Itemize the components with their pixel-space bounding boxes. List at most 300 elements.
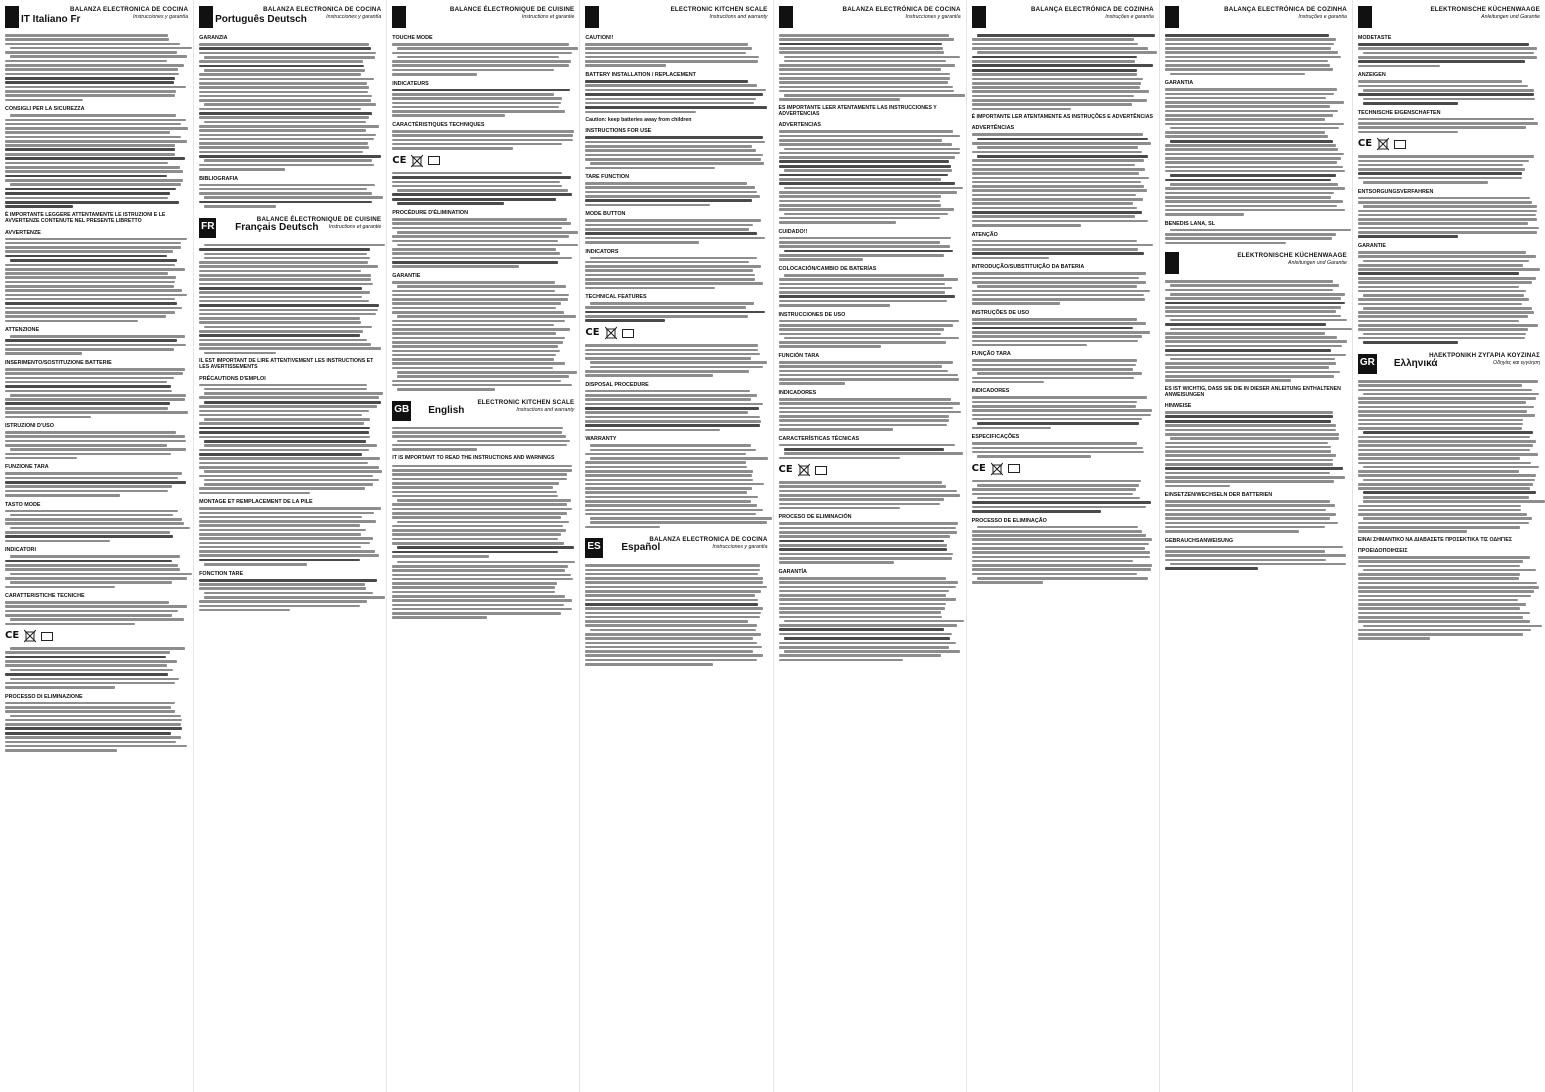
text-line: [5, 43, 180, 46]
text-line: [1358, 324, 1538, 327]
text-line: [585, 141, 765, 144]
column-title: BALANÇA ELECTRÓNICA DE COZINHA: [1030, 6, 1154, 13]
text-line: [779, 535, 951, 538]
text-line: [1358, 337, 1525, 340]
text-line: [392, 172, 562, 175]
text-line: [1363, 491, 1537, 494]
text-line: [585, 136, 763, 139]
language-tab-marker: [779, 6, 793, 28]
text-line: [585, 398, 751, 401]
text-line: [5, 307, 182, 310]
text-line: [779, 64, 956, 67]
text-line: [585, 526, 660, 529]
text-line: [199, 343, 371, 346]
text-line: [972, 581, 1044, 584]
text-line: [585, 311, 764, 314]
text-line: [1358, 255, 1536, 258]
text-line: [5, 170, 183, 173]
text-line: [779, 241, 940, 244]
text-line: [585, 319, 665, 322]
text-line: [585, 577, 763, 580]
text-line: [5, 51, 177, 54]
section-heading: INSTRUCTIONS FOR USE: [585, 128, 652, 135]
text-line: [972, 224, 1081, 227]
text-line: [392, 612, 561, 615]
text-line: [1165, 476, 1346, 479]
text-line: [199, 155, 381, 158]
text-line: [972, 198, 1144, 201]
text-line: [779, 457, 901, 460]
text-line: [199, 453, 362, 456]
language-tab-marker: [585, 6, 599, 28]
text-line: [784, 213, 949, 216]
text-line: [1165, 442, 1328, 445]
text-line: [1358, 268, 1540, 271]
text-line: [1358, 612, 1531, 615]
text-line: [392, 290, 555, 293]
text-line: [779, 633, 952, 636]
text-line: [1165, 148, 1339, 151]
text-line: [779, 382, 846, 385]
text-line: [199, 184, 375, 187]
text-line: [5, 192, 170, 195]
text-line: [5, 494, 120, 497]
text-line: [5, 157, 185, 160]
text-paragraph: [585, 219, 767, 243]
text-line: [585, 590, 760, 593]
text-line: [5, 723, 181, 726]
text-line: [972, 340, 1138, 343]
text-line: [199, 449, 369, 452]
text-line: [585, 182, 746, 185]
text-line: [199, 278, 371, 281]
text-paragraph: [392, 89, 574, 117]
text-line: [585, 353, 759, 356]
text-line: [1165, 513, 1336, 516]
language-tab-marker: [972, 6, 986, 28]
text-line: [1165, 135, 1328, 138]
text-line: [392, 218, 567, 221]
text-line: [972, 551, 1150, 554]
text-line: [977, 34, 1155, 37]
text-line: [585, 241, 699, 244]
text-line: [397, 521, 569, 524]
text-line: [1358, 235, 1458, 238]
text-line: [779, 68, 941, 71]
section-heading: INDICADORES: [778, 389, 817, 396]
text-line: [1165, 110, 1338, 113]
text-line: [1358, 56, 1537, 59]
section-heading: INDICADORES: [971, 388, 1010, 395]
warning-text: È IMPORTANTE LEGGERE ATTENTAMENTE LE ISTRUZIONI E LE AVVERTENZE CONTENUTE NEL PRESENTE LIBRETTO: [5, 212, 166, 225]
text-line: [585, 106, 767, 109]
text-line: [5, 255, 167, 258]
text-line: [585, 195, 759, 198]
language-tab-marker: [392, 6, 406, 28]
text-line: [199, 47, 371, 50]
text-line: [392, 555, 489, 558]
text-line: [204, 196, 383, 199]
language-section-header: [392, 397, 574, 423]
text-line: [397, 244, 578, 247]
text-line: [392, 354, 555, 357]
text-paragraph: [585, 564, 767, 665]
section-heading: ANZEIGEN: [1357, 72, 1386, 79]
text-paragraph: [972, 396, 1154, 429]
section-heading: TECHNICAL FEATURES: [585, 294, 647, 301]
text-line: [397, 56, 558, 59]
text-line: [199, 475, 372, 478]
text-paragraph: [972, 272, 1154, 305]
section-title: BALANZA ELECTRONICA DE COCINA: [649, 536, 768, 544]
text-paragraph: [585, 344, 767, 377]
text-line: [1358, 210, 1537, 213]
text-line: [199, 291, 370, 294]
text-line: [585, 287, 715, 290]
text-line: [1165, 153, 1344, 156]
text-line: [199, 300, 369, 303]
text-line: [585, 599, 758, 602]
text-line: [590, 361, 766, 364]
text-paragraph: [779, 444, 961, 460]
text-line: [1165, 345, 1342, 348]
text-line: [585, 646, 761, 649]
text-line: [1165, 546, 1343, 549]
text-line: [392, 176, 570, 179]
text-line: [204, 257, 370, 260]
text-line: [199, 600, 367, 603]
section-heading: MODE BUTTON: [585, 211, 626, 218]
text-line: [204, 121, 366, 124]
text-line: [972, 405, 1136, 408]
compliance-icons: [779, 463, 961, 477]
text-line: [204, 388, 367, 391]
text-line: [1165, 559, 1326, 562]
text-line: [1165, 530, 1299, 533]
text-line: [1358, 573, 1520, 576]
text-line: [392, 582, 557, 585]
text-line: [1358, 530, 1468, 533]
text-line: [972, 272, 1146, 275]
column-header: [779, 4, 961, 30]
text-line: [972, 82, 1141, 85]
text-line: [5, 302, 177, 305]
text-line: [779, 333, 942, 336]
text-line: [10, 335, 185, 338]
text-line: [972, 277, 1139, 280]
text-line: [199, 168, 285, 171]
section-heading: TECHNISCHE EIGENSCHAFTEN: [1357, 109, 1441, 116]
text-line: [199, 559, 360, 562]
text-line: [199, 583, 365, 586]
section-heading: HINWEISE: [1164, 403, 1192, 410]
text-line: [199, 188, 367, 191]
text-line: [1170, 127, 1339, 130]
weee-bin-icon: [605, 326, 617, 340]
text-line: [972, 172, 1139, 175]
text-line: [972, 248, 1138, 251]
text-line: [585, 315, 748, 318]
text-line: [585, 370, 748, 373]
language-tab-marker: [1165, 252, 1179, 274]
text-line: [392, 478, 567, 481]
text-line: [204, 69, 365, 72]
text-line: [5, 444, 167, 447]
text-line: [1165, 123, 1344, 126]
text-line: [784, 337, 959, 340]
text-line: [199, 248, 370, 251]
text-line: [392, 427, 563, 430]
text-line: [199, 99, 370, 102]
text-line: [972, 103, 1133, 106]
text-line: [1165, 526, 1326, 529]
text-line: [392, 608, 572, 611]
text-line: [1358, 526, 1520, 529]
text-line: [972, 427, 1051, 430]
section-heading: FUNÇÃO TARA: [971, 351, 1011, 358]
text-line: [1165, 354, 1346, 357]
text-line: [972, 220, 1148, 223]
text-line: [585, 154, 762, 157]
language-label: IT Italiano Fr: [21, 14, 81, 25]
text-line: [1165, 187, 1346, 190]
text-line: [1358, 470, 1519, 473]
text-line: [1165, 463, 1333, 466]
text-line: [5, 741, 176, 744]
warning-text: IL EST IMPORTANT DE LIRE ATTENTIVEMENT LES INSTRUCTIONS ET LES AVERTISSEMENTS: [199, 358, 374, 371]
text-line: [1358, 277, 1536, 280]
text-line: [972, 164, 1135, 167]
text-line: [1358, 222, 1528, 225]
text-line: [1363, 479, 1536, 482]
text-line: [392, 578, 572, 581]
text-line: [972, 530, 1143, 533]
text-line: [972, 547, 1146, 550]
section-heading: ENTSORGUNGSVERFAHREN: [1357, 188, 1434, 195]
text-line: [1358, 595, 1531, 598]
text-line: [5, 402, 170, 405]
text-line: [1165, 500, 1330, 503]
text-line: [5, 656, 166, 659]
language-code-badge: GB: [392, 401, 411, 421]
text-line: [972, 327, 1134, 330]
text-line: [1165, 306, 1341, 309]
text-line: [779, 522, 959, 525]
text-paragraph: [1165, 88, 1347, 215]
text-line: [5, 385, 171, 388]
text-line: [779, 135, 961, 138]
text-line: [779, 498, 945, 501]
text-line: [1358, 177, 1523, 180]
text-line: [779, 494, 961, 497]
text-paragraph: [1358, 380, 1540, 533]
text-line: [5, 614, 172, 617]
language-name: Español: [621, 542, 661, 554]
text-line: [972, 257, 1050, 260]
text-line: [585, 612, 760, 615]
text-paragraph: [779, 130, 961, 223]
text-line: [199, 73, 361, 76]
text-line: [1170, 328, 1352, 331]
column-it-fr: [0, 0, 193, 1092]
text-line: [5, 560, 172, 563]
section-subtitle: Instructions et garantie: [328, 223, 382, 230]
text-line: [1358, 410, 1527, 413]
text-line: [784, 56, 961, 59]
column-subtitle: Instruções e garantia: [1298, 14, 1347, 20]
text-line: [1358, 384, 1522, 387]
section-heading: PROCESSO DI ELIMINAZIONE: [5, 693, 83, 700]
section-heading: ESPECIFICAÇÕES: [971, 434, 1020, 441]
section-heading: MONTAGE ET REMPLACEMENT DE LA PILE: [199, 499, 313, 506]
text-line: [392, 538, 557, 541]
text-line: [199, 520, 376, 523]
text-line: [585, 269, 752, 272]
text-line: [779, 531, 958, 534]
text-line: [5, 250, 173, 253]
text-line: [972, 302, 1060, 305]
text-line: [972, 414, 1151, 417]
text-line: [972, 418, 1142, 421]
text-line: [392, 64, 568, 67]
text-line: [397, 371, 577, 374]
text-line: [199, 82, 367, 85]
text-line: [204, 563, 307, 566]
text-line: [1165, 522, 1338, 525]
text-line: [779, 295, 956, 298]
text-line: [199, 542, 370, 545]
text-line: [585, 98, 756, 101]
section-heading: ΠΡΟΕΙΔΟΠΟΙΗΣΕΙΣ: [1357, 548, 1408, 555]
text-line: [5, 94, 175, 97]
text-line: [1165, 68, 1333, 71]
text-line: [590, 629, 755, 632]
section-heading: TOUCHE MODE: [392, 35, 433, 41]
text-line: [1170, 174, 1336, 177]
compliance-icons: [392, 154, 574, 168]
text-line: [204, 440, 366, 443]
text-line: [972, 381, 1045, 384]
section-heading: INDICATORI: [5, 547, 36, 554]
column-title: BALANCE ÉLECTRONIQUE DE CUISINE: [449, 6, 575, 13]
text-line: [972, 78, 1144, 81]
text-line: [972, 298, 1145, 301]
text-line: [779, 586, 956, 589]
text-line: [1358, 590, 1534, 593]
text-line: [392, 106, 559, 109]
text-line: [1363, 341, 1458, 344]
text-line: [972, 335, 1142, 338]
text-line: [199, 487, 365, 490]
text-line: [977, 138, 1148, 141]
text-line: [5, 60, 167, 63]
section-heading: TASTO MODE: [5, 501, 41, 508]
text-paragraph: [392, 43, 574, 76]
language-code-badge: ES: [585, 538, 602, 558]
text-line: [397, 440, 570, 443]
text-line: [1358, 401, 1526, 404]
text-line: [779, 174, 949, 177]
text-line: [392, 551, 557, 554]
text-line: [1358, 582, 1537, 585]
text-line: [972, 168, 1145, 171]
text-paragraph: [1358, 197, 1540, 238]
text-paragraph: [199, 384, 381, 495]
text-line: [585, 111, 696, 114]
text-line: [1165, 310, 1337, 313]
text-line: [585, 191, 756, 194]
text-line: [585, 564, 760, 567]
text-line: [392, 465, 572, 468]
text-line: [1165, 480, 1334, 483]
text-line: [5, 719, 182, 722]
text-line: [1358, 414, 1535, 417]
text-line: [779, 98, 901, 101]
text-line: [585, 479, 752, 482]
text-line: [5, 610, 178, 613]
text-line: [1170, 358, 1335, 361]
text-line: [199, 524, 360, 527]
text-line: [972, 538, 1153, 541]
text-line: [5, 315, 166, 318]
text-line: [585, 158, 760, 161]
text-line: [585, 616, 760, 619]
text-line: [392, 616, 487, 619]
text-line: [779, 611, 941, 614]
text-line: [199, 537, 373, 540]
text-line: [1358, 505, 1521, 508]
text-line: [779, 561, 894, 564]
text-line: [392, 235, 569, 238]
language-name: Français Deutsch: [235, 221, 319, 233]
text-line: [392, 311, 564, 314]
section-heading: ADVERTÊNCIAS: [971, 125, 1015, 132]
text-line: [1358, 423, 1523, 426]
weee-bin-icon: [24, 629, 36, 643]
text-line: [784, 448, 945, 451]
text-line: [972, 95, 1134, 98]
column-header: [585, 4, 767, 30]
language-label: Português Deutsch: [215, 14, 307, 25]
text-line: [779, 548, 947, 551]
text-line: [585, 573, 758, 576]
text-line: [779, 304, 891, 307]
text-line: [392, 337, 565, 340]
text-line: [977, 497, 1140, 500]
column-header: [5, 4, 188, 30]
text-line: [392, 134, 573, 137]
language-tab-marker: [5, 6, 19, 28]
text-line: [392, 604, 564, 607]
text-line: [585, 620, 748, 623]
column-title: BALANZA ELECTRÓNICA DE COCINA: [842, 6, 961, 13]
text-line: [5, 320, 138, 323]
text-line: [972, 480, 1141, 483]
column-es: [773, 0, 966, 1092]
text-line: [199, 550, 375, 553]
text-line: [779, 300, 948, 303]
text-line: [392, 97, 562, 100]
text-paragraph: [1358, 251, 1540, 344]
text-line: [1165, 424, 1336, 427]
text-line: [1363, 517, 1532, 520]
text-line: [1165, 280, 1333, 283]
text-line: [779, 507, 901, 510]
text-line: [1165, 192, 1335, 195]
text-paragraph: [392, 130, 574, 150]
text-line: [1170, 284, 1339, 287]
text-line: [972, 159, 1145, 162]
